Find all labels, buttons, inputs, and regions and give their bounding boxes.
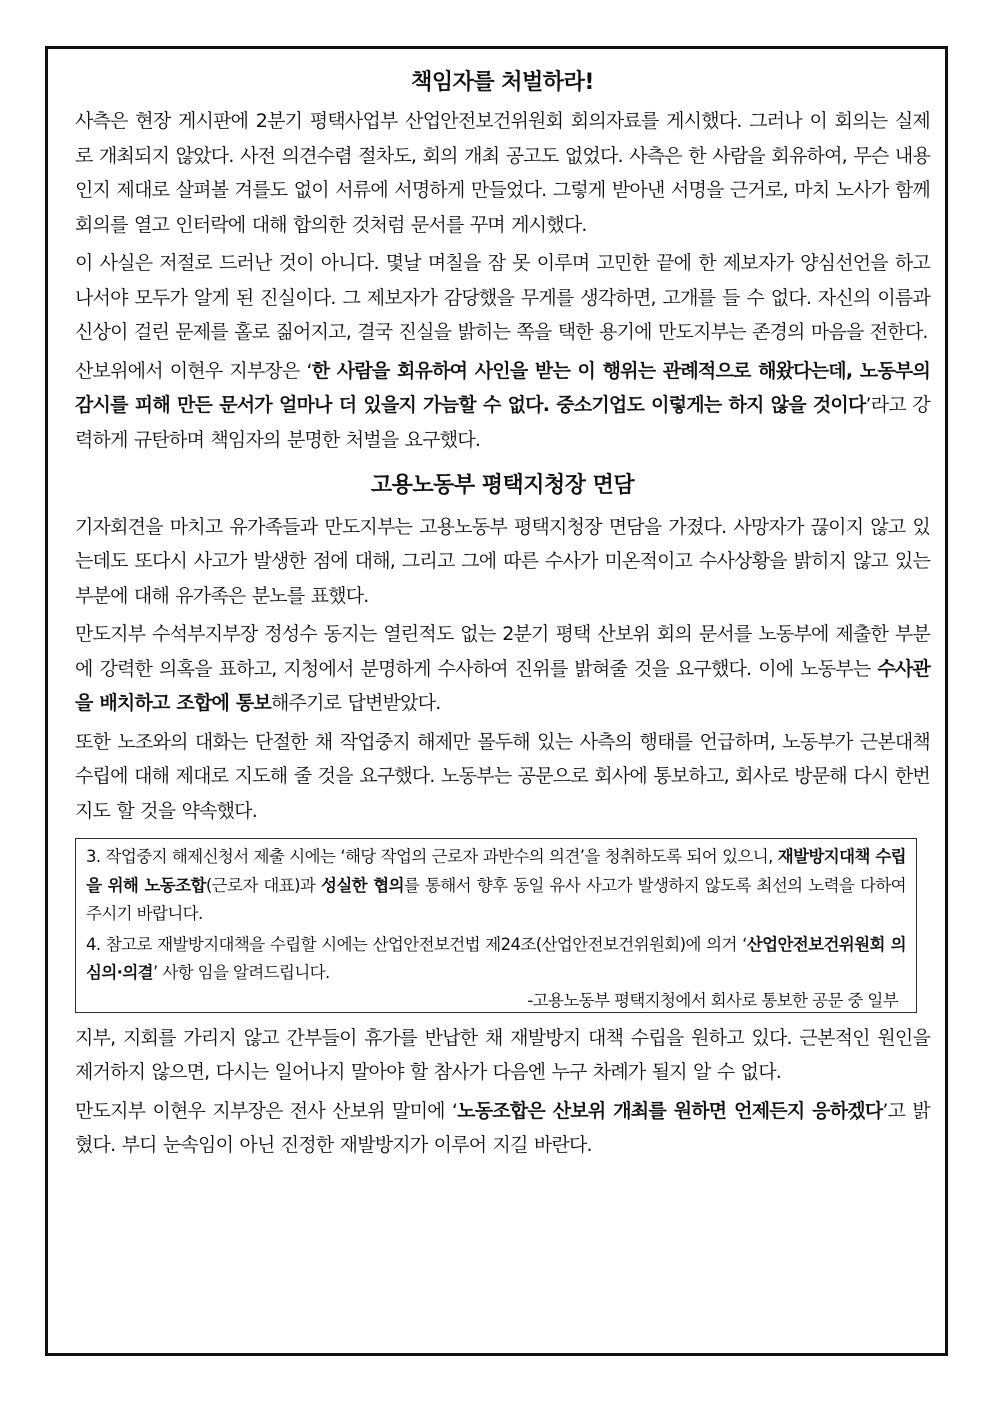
notice-item-3 [86,843,906,929]
paragraph-response [75,617,930,721]
quote-intro: 산보위에서 이현우 지부장은 ‘ [75,359,312,382]
quote-outro: ’라고 강력하게 규탄하며 책임자의 분명한 처벌을 요구했다. [75,394,930,451]
paragraph: 지부, 지회를 가리지 않고 간부들이 휴가를 반납한 채 재발방지 대책 수립을 원하고 있다. 근본적인 원인을 제거하지 않으면, 다시는 일어나지 말아야 할 참사가 다음엔 누구 차례가 될지 알 수 없다. [75,1026,930,1084]
response-outro: 해주기로 답변받았다. [271,692,441,715]
notice-text: 를 통해서 향후 동일 유사 사고가 발생하지 않도록 최선의 노력을 다하여 주시기 바랍니다. [86,875,907,924]
notice-text: 3. 작업중지 해제신청서 제출 시에는 ‘해당 작업의 근로자 과반수의 의견’을 청취하도록 되어 있으니, [86,847,778,867]
notice-text: (근로자 대표)과 [205,875,321,895]
paragraph: 이 사실은 저절로 드러난 것이 아니다. 몇날 며칠을 잠 못 이루며 고민한 끝에 한 제보자가 양심선언을 하고 나서야 모두가 알게 된 진실이다. 그 제보자가 감당했을 무게를 생각하면, 고개를 들 수 없다. 자신의 이름과 신상이 걸린 문제를 홀로 짊어지고, 결국 진실을 밝히는 쪽을 택한 용기에 만도지부는 존경의 마음을 전한다. [75,252,930,344]
paragraph-quote [75,354,930,458]
notice-bold: 재발방지대책 수립을 위해 노동조합 [86,847,906,895]
response-bold: 수사관을 배치하고 조합에 통보 [75,657,930,715]
paragraph: 사측은 현장 게시판에 2분기 평택사업부 산업안전보건위원회 회의자료를 게시했다. 그러나 이 회의는 실제로 개최되지 않았다. 사전 의견수렴 절차도, 회의 개최 공고도 없었다. 사측은 한 사람을 회유하여, 무슨 내용인지 제대로 살펴볼 겨를도 없이 서류에 서명하게 만들었다. 그렇게 받아낸 서명을 근거로, 마치 노사가 함께 회의를 열고 인터락에 대해 합의한 것처럼 문서를 꾸며 게시했다. [75,110,930,236]
response-intro: 만도지부 수석부지부장 정성수 동지는 열린적도 없는 2분기 평택 산보위 회의 문서를 노동부에 제출한 부분에 강력한 의혹을 표하고, 지청에서 분명하게 수사하여 진위를 밝혀줄 것을 요구했다. 이에 노동부는 [75,623,930,680]
section-title-meeting: 고용노동부 평택지청장 면담 [370,473,635,499]
official-notice-box [75,838,917,1013]
paragraph: 또한 노조와의 대화는 단절한 채 작업중지 해제만 몰두해 있는 사측의 행태를 언급하며, 노동부가 근본대책 수립에 대해 제대로 지도해 줄 것을 요구했다. 노동부는 공문으로 회사에 통보하고, 회사로 방문해 다시 한번 지도 할 것을 약속했다. [75,730,930,822]
notice-bold: 성실한 협의 [321,875,404,895]
notice-text: 4. 참고로 재발방지대책을 수립할 시에는 산업안전보건법 제24조(산업안전보건위원회)에 의거 ‘ [86,934,747,954]
notice-item-4 [86,931,906,988]
notice-source: -고용노동부 평택지청에서 회사로 통보한 공문 중 일부 [527,990,898,1010]
quote-bold: 한 사람을 회유하여 사인을 받는 이 행위는 관례적으로 해왔다는데, 노동부의 감시를 피해 만든 문서가 얼마나 더 있을지 가늠할 수 없다. 중소기업도 이렇게는 하지 않을 것이다 [75,359,931,417]
section-title-punish: 책임자를 처벌하라! [411,70,594,95]
closing-intro: 만도지부 이현우 지부장은 전사 산보위 말미에 ‘ [75,1099,458,1122]
notice-bold: 산업안전보건위원회 의 심의·의결 [86,934,906,983]
closing-bold: 노동조합은 산보위 개최를 원하면 언제든지 응하겠다 [457,1099,883,1122]
document-body [75,62,930,1167]
paragraph: 기자회견을 마치고 유가족들과 만도지부는 고용노동부 평택지청장 면담을 가졌다. 사망자가 끊이지 않고 있는데도 또다시 사고가 발생한 점에 대해, 그리고 그에 따른 수사가 미온적이고 수사상황을 밝히지 않고 있는 부분에 대해 유가족은 분노를 표했다. [75,515,930,607]
notice-text: ’ 사항 임을 알려드립니다. [153,963,330,983]
closing-outro: ’고 밝혔다. 부디 눈속임이 아닌 진정한 재발방지가 이루어 지길 바란다. [75,1099,930,1157]
paragraph-closing-quote [75,1094,930,1163]
